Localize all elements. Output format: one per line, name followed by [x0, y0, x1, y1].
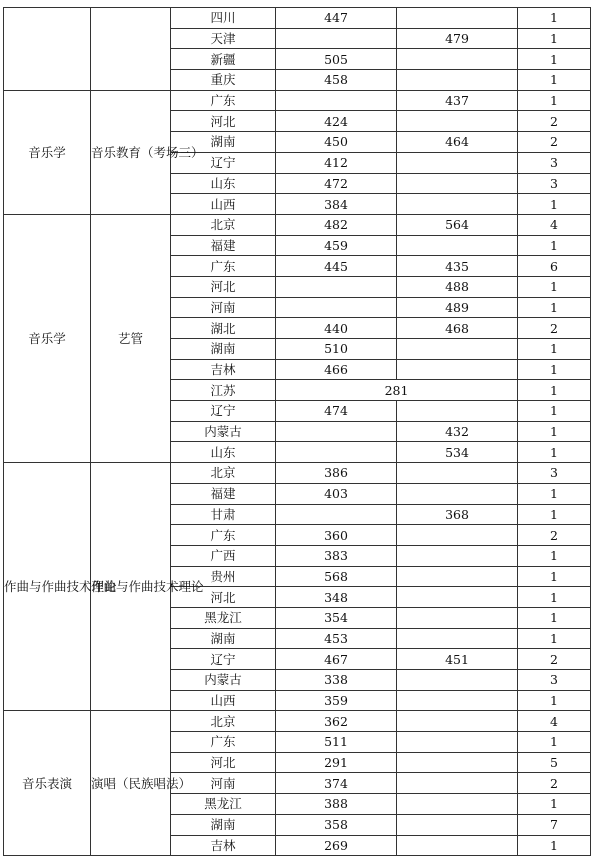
score-b-cell: 468: [397, 318, 518, 339]
score-a-cell: [276, 28, 397, 49]
count-cell: 3: [518, 463, 591, 484]
score-b-cell: 432: [397, 421, 518, 442]
count-cell: 1: [518, 545, 591, 566]
count-cell: 1: [518, 339, 591, 360]
score-a-cell: 466: [276, 359, 397, 380]
score-a-cell: [276, 421, 397, 442]
score-b-cell: 479: [397, 28, 518, 49]
count-cell: 1: [518, 49, 591, 70]
province-cell: 山西: [171, 690, 276, 711]
score-a-cell: 458: [276, 70, 397, 91]
score-b-cell: [397, 111, 518, 132]
score-a-cell: 358: [276, 814, 397, 835]
score-b-cell: [397, 835, 518, 856]
score-a-cell: 450: [276, 132, 397, 153]
province-cell: 辽宁: [171, 649, 276, 670]
count-cell: 4: [518, 711, 591, 732]
score-a-cell: 459: [276, 235, 397, 256]
province-cell: 北京: [171, 463, 276, 484]
count-cell: 1: [518, 297, 591, 318]
score-a-cell: 472: [276, 173, 397, 194]
province-cell: 天津: [171, 28, 276, 49]
count-cell: 1: [518, 380, 591, 401]
count-cell: 1: [518, 194, 591, 215]
score-b-cell: [397, 8, 518, 29]
score-a-cell: 386: [276, 463, 397, 484]
province-cell: 重庆: [171, 70, 276, 91]
province-cell: 广东: [171, 525, 276, 546]
score-a-cell: 359: [276, 690, 397, 711]
score-a-cell: 383: [276, 545, 397, 566]
score-b-cell: 464: [397, 132, 518, 153]
province-cell: 河北: [171, 752, 276, 773]
province-cell: 辽宁: [171, 152, 276, 173]
count-cell: 1: [518, 442, 591, 463]
score-a-cell: [276, 504, 397, 525]
score-b-cell: [397, 49, 518, 70]
count-cell: 5: [518, 752, 591, 773]
table-row: [4, 214, 591, 235]
count-cell: 2: [518, 773, 591, 794]
count-cell: 1: [518, 690, 591, 711]
count-cell: 1: [518, 421, 591, 442]
province-cell: 江苏: [171, 380, 276, 401]
score-b-cell: 534: [397, 442, 518, 463]
score-a-cell: 440: [276, 318, 397, 339]
score-b-cell: [397, 463, 518, 484]
count-cell: 3: [518, 670, 591, 691]
count-cell: 1: [518, 504, 591, 525]
province-cell: 吉林: [171, 359, 276, 380]
score-b-cell: [397, 670, 518, 691]
province-cell: 北京: [171, 711, 276, 732]
score-a-cell: 291: [276, 752, 397, 773]
score-b-cell: [397, 483, 518, 504]
count-cell: 1: [518, 566, 591, 587]
score-a-cell: 360: [276, 525, 397, 546]
score-b-cell: [397, 545, 518, 566]
score-a-cell: 467: [276, 649, 397, 670]
score-b-cell: 564: [397, 214, 518, 235]
province-cell: 吉林: [171, 835, 276, 856]
score-b-cell: 368: [397, 504, 518, 525]
major-cell: 音乐学: [4, 90, 91, 214]
count-cell: 2: [518, 649, 591, 670]
major-cell: 音乐表演: [4, 711, 91, 856]
province-cell: 河南: [171, 773, 276, 794]
table-body: [4, 8, 591, 856]
score-b-cell: 437: [397, 90, 518, 111]
score-a-cell: 568: [276, 566, 397, 587]
province-cell: 广东: [171, 732, 276, 753]
major-cell: [4, 8, 91, 91]
score-a-cell: 348: [276, 587, 397, 608]
score-b-cell: [397, 773, 518, 794]
score-a-cell: 403: [276, 483, 397, 504]
count-cell: 4: [518, 214, 591, 235]
province-cell: 河北: [171, 111, 276, 132]
score-b-cell: [397, 690, 518, 711]
direction-cell: 艺管: [91, 214, 171, 462]
score-b-cell: [397, 525, 518, 546]
count-cell: 2: [518, 132, 591, 153]
score-a-cell: 338: [276, 670, 397, 691]
province-cell: 贵州: [171, 566, 276, 587]
score-b-cell: [397, 401, 518, 422]
count-cell: 1: [518, 835, 591, 856]
score-a-cell: 424: [276, 111, 397, 132]
score-b-cell: [397, 359, 518, 380]
score-a-cell: 362: [276, 711, 397, 732]
count-cell: 2: [518, 111, 591, 132]
score-a-cell: [276, 297, 397, 318]
table-row: [4, 90, 591, 111]
score-b-cell: [397, 566, 518, 587]
score-b-cell: [397, 794, 518, 815]
province-cell: 内蒙古: [171, 670, 276, 691]
score-a-cell: [276, 442, 397, 463]
province-cell: 湖南: [171, 132, 276, 153]
count-cell: 3: [518, 152, 591, 173]
count-cell: 1: [518, 732, 591, 753]
score-b-cell: [397, 732, 518, 753]
score-b-cell: [397, 235, 518, 256]
score-b-cell: [397, 711, 518, 732]
province-cell: 河南: [171, 297, 276, 318]
score-b-cell: 488: [397, 276, 518, 297]
major-cell: 音乐学: [4, 214, 91, 462]
count-cell: 1: [518, 359, 591, 380]
score-a-cell: [276, 276, 397, 297]
score-a-cell: 388: [276, 794, 397, 815]
score-b-cell: [397, 628, 518, 649]
province-cell: 广西: [171, 545, 276, 566]
direction-cell: 作曲与作曲技术理论: [91, 463, 171, 711]
major-cell: 作曲与作曲技术理论: [4, 463, 91, 711]
count-cell: 1: [518, 90, 591, 111]
count-cell: 1: [518, 483, 591, 504]
count-cell: 1: [518, 8, 591, 29]
score-b-cell: [397, 607, 518, 628]
province-cell: 广东: [171, 256, 276, 277]
direction-cell: 演唱（民族唱法）: [91, 711, 171, 856]
score-b-cell: [397, 814, 518, 835]
score-a-cell: 510: [276, 339, 397, 360]
score-b-cell: [397, 173, 518, 194]
province-cell: 河北: [171, 587, 276, 608]
score-b-cell: [397, 339, 518, 360]
admission-score-table: [3, 7, 591, 856]
count-cell: 3: [518, 173, 591, 194]
province-cell: 黑龙江: [171, 794, 276, 815]
merged-score-cell: 281: [276, 380, 518, 401]
province-cell: 湖南: [171, 339, 276, 360]
score-b-cell: [397, 152, 518, 173]
count-cell: 1: [518, 587, 591, 608]
score-a-cell: 354: [276, 607, 397, 628]
province-cell: 辽宁: [171, 401, 276, 422]
province-cell: 内蒙古: [171, 421, 276, 442]
score-b-cell: [397, 194, 518, 215]
score-b-cell: [397, 587, 518, 608]
count-cell: 2: [518, 525, 591, 546]
province-cell: 福建: [171, 235, 276, 256]
count-cell: 1: [518, 276, 591, 297]
score-a-cell: 453: [276, 628, 397, 649]
province-cell: 山东: [171, 173, 276, 194]
province-cell: 北京: [171, 214, 276, 235]
count-cell: 2: [518, 318, 591, 339]
direction-cell: [91, 8, 171, 91]
province-cell: 甘肃: [171, 504, 276, 525]
score-b-cell: 435: [397, 256, 518, 277]
province-cell: 黑龙江: [171, 607, 276, 628]
direction-cell: 音乐教育（考场三）: [91, 90, 171, 214]
count-cell: 1: [518, 70, 591, 91]
score-a-cell: 384: [276, 194, 397, 215]
score-b-cell: 451: [397, 649, 518, 670]
score-a-cell: 474: [276, 401, 397, 422]
score-a-cell: 412: [276, 152, 397, 173]
count-cell: 6: [518, 256, 591, 277]
province-cell: 新疆: [171, 49, 276, 70]
province-cell: 福建: [171, 483, 276, 504]
province-cell: 湖南: [171, 628, 276, 649]
score-a-cell: 505: [276, 49, 397, 70]
count-cell: 1: [518, 235, 591, 256]
province-cell: 山西: [171, 194, 276, 215]
count-cell: 1: [518, 28, 591, 49]
score-a-cell: 482: [276, 214, 397, 235]
province-cell: 山东: [171, 442, 276, 463]
province-cell: 四川: [171, 8, 276, 29]
score-a-cell: 447: [276, 8, 397, 29]
score-b-cell: 489: [397, 297, 518, 318]
score-a-cell: 374: [276, 773, 397, 794]
score-b-cell: [397, 70, 518, 91]
score-a-cell: [276, 90, 397, 111]
table-row: [4, 8, 591, 29]
province-cell: 广东: [171, 90, 276, 111]
score-a-cell: 511: [276, 732, 397, 753]
count-cell: 1: [518, 401, 591, 422]
score-b-cell: [397, 752, 518, 773]
count-cell: 1: [518, 628, 591, 649]
province-cell: 湖北: [171, 318, 276, 339]
count-cell: 7: [518, 814, 591, 835]
province-cell: 河北: [171, 276, 276, 297]
score-a-cell: 445: [276, 256, 397, 277]
score-a-cell: 269: [276, 835, 397, 856]
province-cell: 湖南: [171, 814, 276, 835]
table-row: [4, 711, 591, 732]
count-cell: 1: [518, 794, 591, 815]
table-row: [4, 463, 591, 484]
count-cell: 1: [518, 607, 591, 628]
